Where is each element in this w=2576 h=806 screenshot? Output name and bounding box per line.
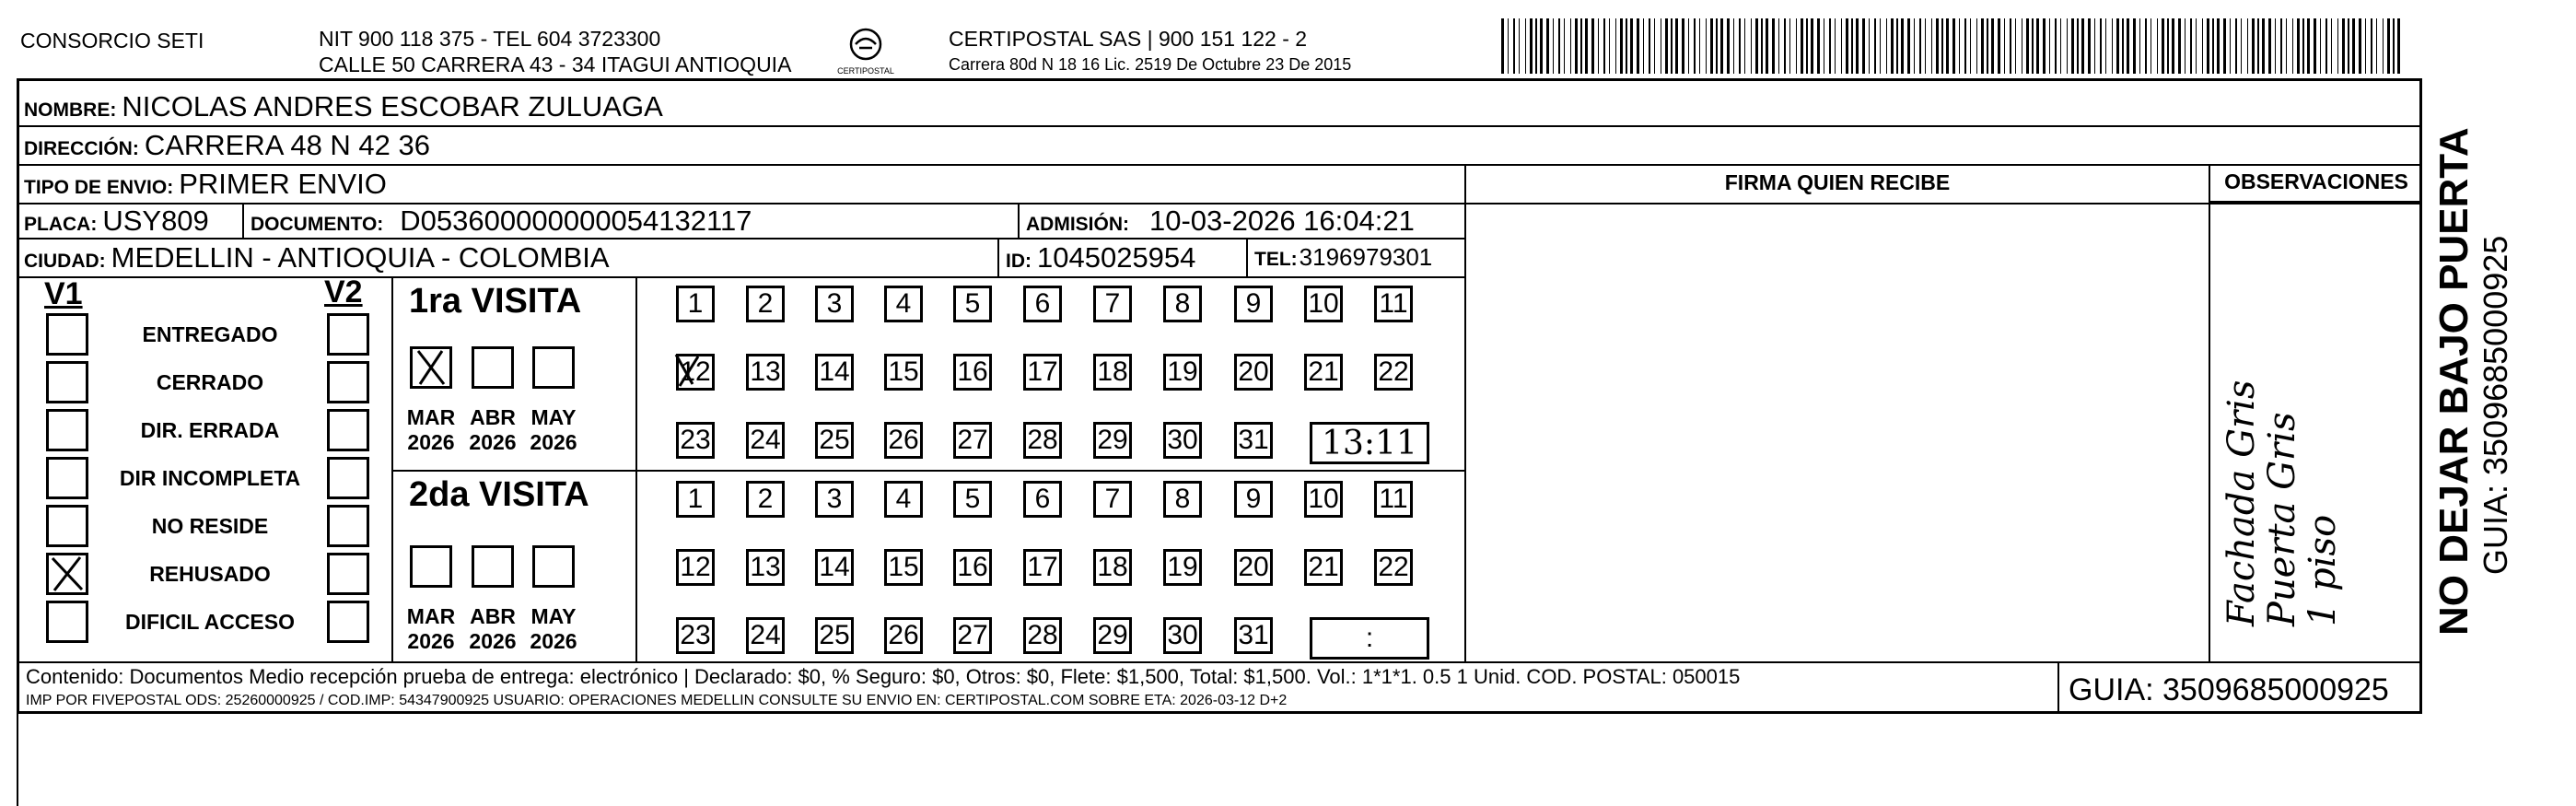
day-box[interactable]: 11 [1374,481,1413,518]
tipo-envio-value: PRIMER ENVIO [179,168,387,200]
direccion-value: CARRERA 48 N 42 36 [144,129,430,161]
day-box[interactable]: 30 [1163,422,1202,459]
month-checkbox[interactable] [532,346,575,389]
day-box[interactable]: 23 [676,617,715,654]
day-box-checked[interactable]: 12 [676,354,715,391]
month-label: MAR 2026 [406,405,456,454]
day-box[interactable]: 18 [1093,549,1132,586]
day-box[interactable]: 15 [884,354,923,391]
day-box[interactable]: 22 [1374,354,1413,391]
day-box[interactable]: 3 [815,286,854,322]
v2-checkbox[interactable] [327,505,369,547]
v1-checkbox-checked[interactable] [46,553,88,595]
status-label: ENTREGADO [142,322,278,346]
v1-checkbox[interactable] [46,409,88,451]
month-checkbox[interactable] [472,545,514,588]
day-box[interactable]: 2 [746,286,785,322]
day-box[interactable]: 15 [884,549,923,586]
day-box[interactable]: 9 [1234,286,1273,322]
day-box[interactable]: 10 [1304,286,1343,322]
day-box[interactable]: 5 [953,286,992,322]
day-box[interactable]: 26 [884,422,923,459]
company-name: CONSORCIO SETI [20,29,204,53]
v2-checkbox[interactable] [327,313,369,356]
certipostal-line2: Carrera 80d N 18 16 Lic. 2519 De Octubre 23 De 2015 [949,55,1352,74]
day-box[interactable]: 24 [746,422,785,459]
id-field: ID: 1045025954 [1006,241,1196,274]
direccion-row: DIRECCIÓN: CARRERA 48 N 42 36 [24,129,430,161]
day-box[interactable]: 28 [1023,422,1062,459]
month-label: MAR 2026 [406,604,456,653]
status-label: DIFICIL ACCESO [124,610,295,634]
observaciones-handwriting: Fachada Gris Puerta Gris 1 piso [2220,380,2344,626]
day-box[interactable]: 1 [676,481,715,518]
day-box[interactable]: 19 [1163,549,1202,586]
month-label: ABR 2026 [469,405,517,454]
month-checkbox-checked[interactable] [410,346,452,389]
contenido-line: Contenido: Documentos Medio recepción prueba de entrega: electrónico | Declarado: $0, % Seguro: $0, Otros: $0, Flete: $1,500, Total: $1,500. Vol.: 1*1*1. 0.5 1 Unid. COD. POSTAL: 050015 [26,665,1741,688]
v1-checkbox[interactable] [46,505,88,547]
certipostal-logo [833,26,898,77]
v1-checkbox[interactable] [46,457,88,499]
month-label: MAY 2026 [530,405,577,454]
day-box[interactable]: 10 [1304,481,1343,518]
no-dejar-warning: NO DEJAR BAJO PUERTA [2431,127,2477,636]
v1-label: V1 [44,276,83,311]
svg-text:CERTIPOSTAL: CERTIPOSTAL [837,66,894,76]
status-label: DIR. ERRADA [140,418,280,442]
day-box[interactable]: 22 [1374,549,1413,586]
tel-field: TEL: 3196979301 [1254,243,1433,271]
day-box[interactable]: 17 [1023,354,1062,391]
barcode [1501,18,2404,74]
observaciones-label: OBSERVACIONES [2224,169,2408,193]
placa-field: PLACA: USY809 [24,204,209,237]
day-box[interactable]: 11 [1374,286,1413,322]
v2-checkbox[interactable] [327,553,369,595]
day-box[interactable]: 25 [815,422,854,459]
day-box[interactable]: 4 [884,286,923,322]
status-label: CERRADO [156,370,264,394]
tipo-envio-row: TIPO DE ENVIO: PRIMER ENVIO [24,168,387,200]
day-box[interactable]: 18 [1093,354,1132,391]
day-box[interactable]: 27 [953,617,992,654]
v2-checkbox[interactable] [327,361,369,403]
v2-label: V2 [324,275,363,310]
v2-checkbox[interactable] [327,457,369,499]
day-box[interactable]: 19 [1163,354,1202,391]
month-label: MAY 2026 [530,604,577,653]
day-box[interactable]: 14 [815,354,854,391]
day-box[interactable]: 13 [746,354,785,391]
month-label: ABR 2026 [469,604,517,653]
v2-checkbox[interactable] [327,601,369,643]
nombre-value: NICOLAS ANDRES ESCOBAR ZULUAGA [122,90,663,123]
time-field-handwritten[interactable]: 13:11 [1310,422,1429,464]
certipostal-line1: CERTIPOSTAL SAS | 900 151 122 - 2 [949,27,1308,51]
day-box[interactable]: 17 [1023,549,1062,586]
first-visit-title: 1ra VISITA [409,282,582,321]
day-box[interactable]: 3 [815,481,854,518]
nit-line: NIT 900 118 375 - TEL 604 3723300 [319,27,661,51]
signature-area[interactable] [1466,203,2209,661]
v1-checkbox[interactable] [46,361,88,403]
day-box[interactable]: 21 [1304,354,1343,391]
day-box[interactable]: 27 [953,422,992,459]
day-box[interactable]: 13 [746,549,785,586]
day-box[interactable]: 20 [1234,354,1273,391]
day-box[interactable]: 31 [1234,617,1273,654]
v1-checkbox[interactable] [46,601,88,643]
v1-checkbox[interactable] [46,313,88,356]
day-box[interactable]: 23 [676,422,715,459]
month-checkbox[interactable] [472,346,514,389]
day-box[interactable]: 14 [815,549,854,586]
day-box[interactable]: 2 [746,481,785,518]
day-box[interactable]: 30 [1163,617,1202,654]
day-box[interactable]: 21 [1304,549,1343,586]
day-box[interactable]: 8 [1163,481,1202,518]
imp-line: IMP POR FIVEPOSTAL ODS: 25260000925 / COD.IMP: 54347900925 USUARIO: OPERACIONES MEDELLIN CONSULTE SU ENVIO EN: CERTIPOSTAL.COM SOBRE ETA: 2026-03-12 D+2 [26,693,1288,708]
admision-field: ADMISIÓN: 10-03-2026 16:04:21 [1026,204,1415,237]
day-box[interactable]: 31 [1234,422,1273,459]
day-box[interactable]: 7 [1093,286,1132,322]
day-box[interactable]: 16 [953,549,992,586]
day-box[interactable]: 8 [1163,286,1202,322]
ciudad-field: CIUDAD: MEDELLIN - ANTIOQUIA - COLOMBIA [24,241,610,274]
day-box[interactable]: 20 [1234,549,1273,586]
status-label: DIR INCOMPLETA [119,466,301,490]
month-checkbox[interactable] [410,545,452,588]
footer-guia: GUIA: 3509685000925 [2069,672,2389,707]
day-box[interactable]: 16 [953,354,992,391]
second-visit-title: 2da VISITA [409,475,589,514]
day-box[interactable]: 1 [676,286,715,322]
documento-field: DOCUMENTO: D053600000000054132117 [251,204,752,237]
day-box[interactable]: 9 [1234,481,1273,518]
day-box[interactable]: 6 [1023,286,1062,322]
day-box[interactable]: 28 [1023,617,1062,654]
day-box[interactable]: 24 [746,617,785,654]
day-box[interactable]: 25 [815,617,854,654]
day-box[interactable]: 4 [884,481,923,518]
side-guia: GUIA: 3509685000925 [2477,235,2514,575]
day-box[interactable]: 7 [1093,481,1132,518]
day-box[interactable]: 12 [676,549,715,586]
day-box[interactable]: 29 [1093,422,1132,459]
day-box[interactable]: 29 [1093,617,1132,654]
firma-label: FIRMA QUIEN RECIBE [1724,170,1951,194]
time-field[interactable]: : [1310,617,1429,660]
v2-checkbox[interactable] [327,409,369,451]
month-checkbox[interactable] [532,545,575,588]
nombre-row: NOMBRE: NICOLAS ANDRES ESCOBAR ZULUAGA [24,90,663,123]
address-line: CALLE 50 CARRERA 43 - 34 ITAGUI ANTIOQUIA [319,53,792,76]
status-label: REHUSADO [149,562,271,586]
side-text [2431,127,2514,636]
status-label: NO RESIDE [151,514,269,538]
day-box[interactable]: 26 [884,617,923,654]
day-box[interactable]: 6 [1023,481,1062,518]
day-box[interactable]: 5 [953,481,992,518]
